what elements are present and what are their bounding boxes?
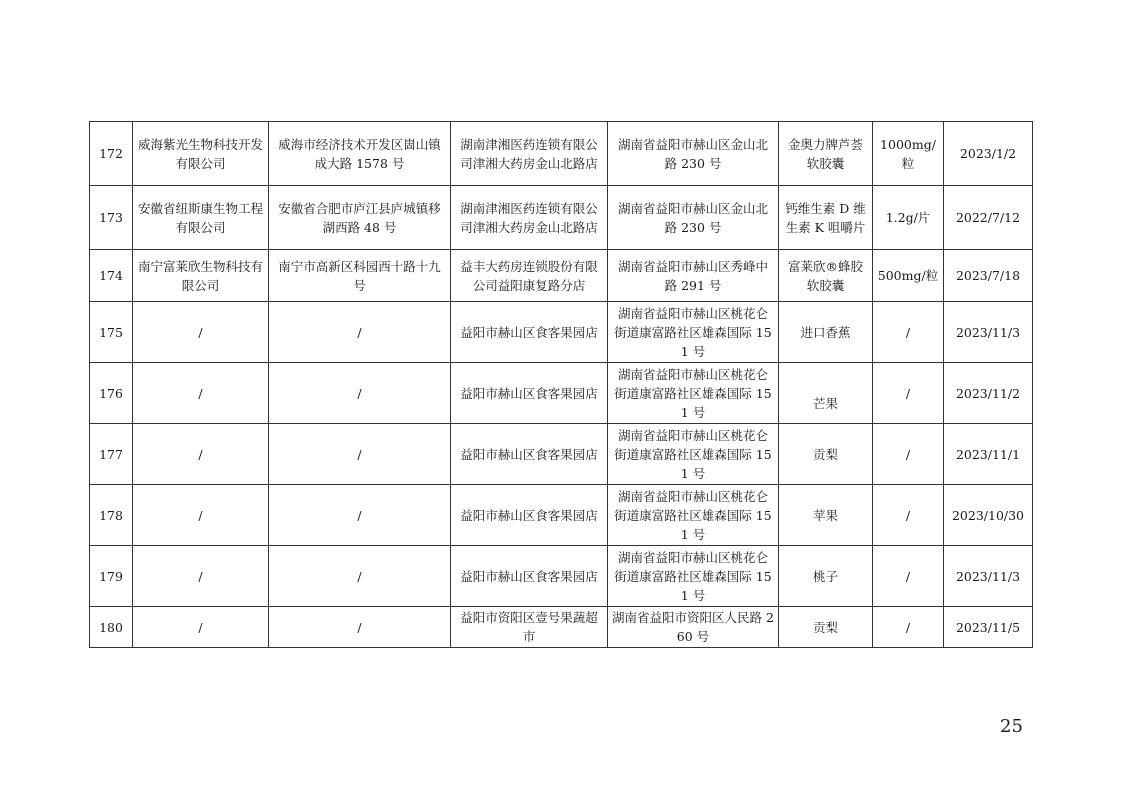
sample-spec: / (873, 302, 944, 363)
sample-name: 苹果 (779, 485, 873, 546)
sample-name: 富莱欣®蜂胶软胶囊 (779, 250, 873, 302)
sample-name: 芒果 (779, 363, 873, 424)
manufacturer-address: / (269, 302, 451, 363)
manufacturer-name: 南宁富莱欣生物科技有限公司 (133, 250, 269, 302)
table-row (90, 250, 1033, 302)
manufacturer-name: 安徽省纽斯康生物工程有限公司 (133, 186, 269, 250)
manufacturer-name: / (133, 485, 269, 546)
sample-spec: 1000mg/粒 (873, 122, 944, 186)
sampled-unit-address: 湖南省益阳市赫山区桃花仑街道康富路社区雄森国际 151 号 (608, 546, 779, 607)
sampled-unit-name: 益阳市资阳区壹号果蔬超市 (451, 607, 608, 648)
sampled-unit-address: 湖南省益阳市赫山区桃花仑街道康富路社区雄森国际 151 号 (608, 363, 779, 424)
sample-date: 2023/11/3 (944, 546, 1033, 607)
sampled-unit-address: 湖南省益阳市资阳区人民路 260 号 (608, 607, 779, 648)
sample-date: 2023/7/18 (944, 250, 1033, 302)
manufacturer-name: / (133, 607, 269, 648)
sample-name: 贡梨 (779, 607, 873, 648)
sample-date: 2022/7/12 (944, 186, 1033, 250)
sample-name: 贡梨 (779, 424, 873, 485)
manufacturer-address: 威海市经济技术开发区崮山镇成大路 1578 号 (269, 122, 451, 186)
table-row (90, 424, 1033, 485)
row-number: 174 (90, 250, 133, 302)
sample-date: 2023/10/30 (944, 485, 1033, 546)
row-number: 178 (90, 485, 133, 546)
sample-spec: 500mg/粒 (873, 250, 944, 302)
row-number: 177 (90, 424, 133, 485)
sampling-table (89, 121, 1033, 648)
manufacturer-name: / (133, 302, 269, 363)
row-number: 179 (90, 546, 133, 607)
page-number: 25 (1000, 716, 1023, 737)
table-row (90, 122, 1033, 186)
sampled-unit-name: 益阳市赫山区食客果园店 (451, 363, 608, 424)
table-row (90, 302, 1033, 363)
sample-date: 2023/11/5 (944, 607, 1033, 648)
sample-spec: / (873, 607, 944, 648)
manufacturer-name: / (133, 546, 269, 607)
sampled-unit-name: 益阳市赫山区食客果园店 (451, 546, 608, 607)
manufacturer-name: / (133, 424, 269, 485)
sample-date: 2023/11/3 (944, 302, 1033, 363)
manufacturer-address: / (269, 546, 451, 607)
manufacturer-name: / (133, 363, 269, 424)
sample-spec: / (873, 363, 944, 424)
sample-date: 2023/11/2 (944, 363, 1033, 424)
manufacturer-address: 南宁市高新区科园西十路十九号 (269, 250, 451, 302)
sample-date: 2023/11/1 (944, 424, 1033, 485)
table-row (90, 485, 1033, 546)
sampled-unit-name: 湖南津湘医药连锁有限公司津湘大药房金山北路店 (451, 186, 608, 250)
manufacturer-name: 威海紫光生物科技开发有限公司 (133, 122, 269, 186)
row-number: 175 (90, 302, 133, 363)
manufacturer-address: / (269, 363, 451, 424)
sample-name: 进口香蕉 (779, 302, 873, 363)
row-number: 180 (90, 607, 133, 648)
table-row (90, 363, 1033, 424)
sampled-unit-address: 湖南省益阳市赫山区金山北路 230 号 (608, 186, 779, 250)
sample-name: 金奥力牌芦荟软胶囊 (779, 122, 873, 186)
sampled-unit-name: 益阳市赫山区食客果园店 (451, 424, 608, 485)
row-number: 173 (90, 186, 133, 250)
sampled-unit-address: 湖南省益阳市赫山区桃花仑街道康富路社区雄森国际 151 号 (608, 485, 779, 546)
sampled-unit-name: 益阳市赫山区食客果园店 (451, 485, 608, 546)
sampled-unit-address: 湖南省益阳市赫山区金山北路 230 号 (608, 122, 779, 186)
sample-date: 2023/1/2 (944, 122, 1033, 186)
manufacturer-address: 安徽省合肥市庐江县庐城镇移湖西路 48 号 (269, 186, 451, 250)
table-row (90, 546, 1033, 607)
sampled-unit-address: 湖南省益阳市赫山区桃花仑街道康富路社区雄森国际 151 号 (608, 302, 779, 363)
row-number: 172 (90, 122, 133, 186)
sample-spec: / (873, 424, 944, 485)
sample-spec: 1.2g/片 (873, 186, 944, 250)
manufacturer-address: / (269, 485, 451, 546)
sampled-unit-address: 湖南省益阳市赫山区桃花仑街道康富路社区雄森国际 151 号 (608, 424, 779, 485)
sample-name: 钙维生素 D 维生素 K 咀嚼片 (779, 186, 873, 250)
sampled-unit-name: 益丰大药房连锁股份有限公司益阳康复路分店 (451, 250, 608, 302)
sampled-unit-name: 益阳市赫山区食客果园店 (451, 302, 608, 363)
manufacturer-address: / (269, 607, 451, 648)
manufacturer-address: / (269, 424, 451, 485)
table-row (90, 607, 1033, 648)
sample-spec: / (873, 546, 944, 607)
row-number: 176 (90, 363, 133, 424)
table-row (90, 186, 1033, 250)
sample-spec: / (873, 485, 944, 546)
sampled-unit-address: 湖南省益阳市赫山区秀峰中路 291 号 (608, 250, 779, 302)
sampled-unit-name: 湖南津湘医药连锁有限公司津湘大药房金山北路店 (451, 122, 608, 186)
sample-name: 桃子 (779, 546, 873, 607)
